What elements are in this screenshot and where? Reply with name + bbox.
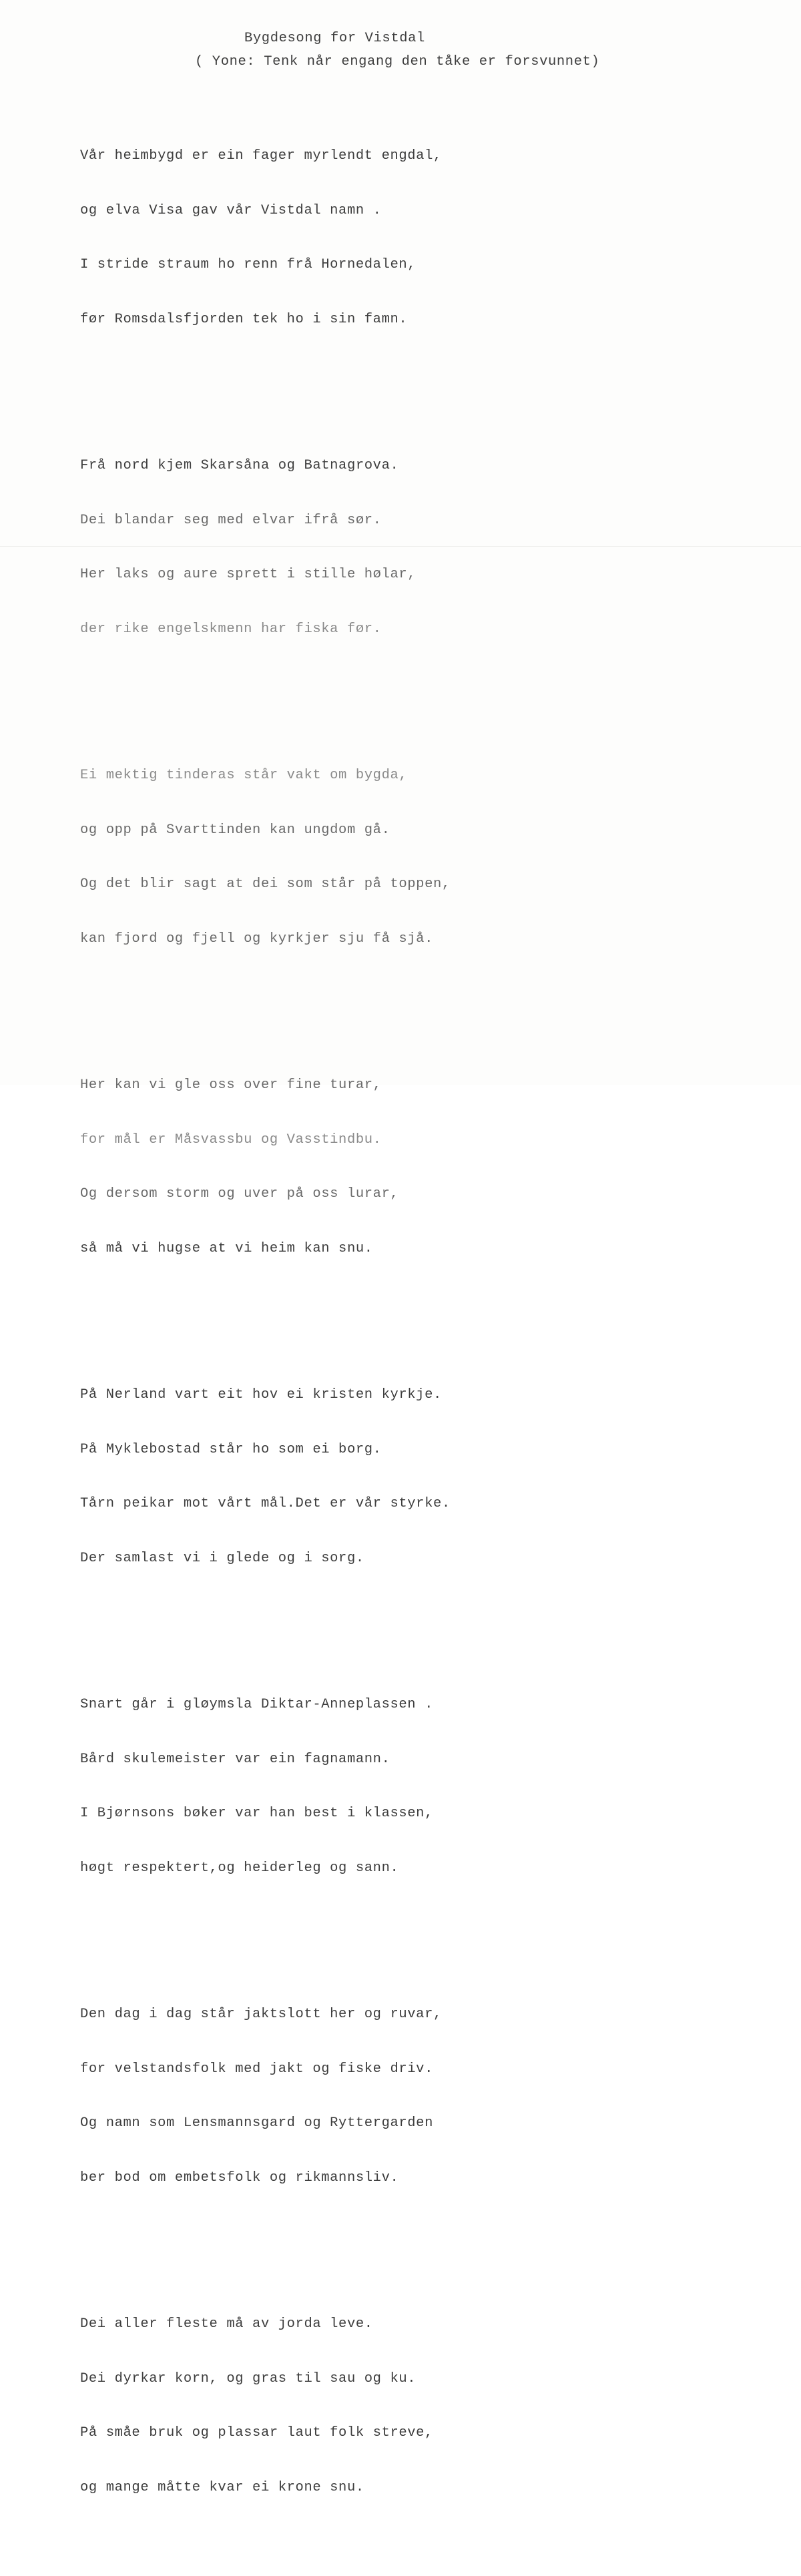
poem-line: høgt respektert,og heiderleg og sann. — [80, 1860, 399, 1876]
poem-line: og mange måtte kvar ei krone snu. — [80, 2479, 364, 2495]
poem-line: før Romsdalsfjorden tek ho i sin famn. — [80, 311, 408, 327]
poem-line: Vår heimbygd er ein fager myrlendt engdal, — [80, 148, 442, 164]
poem-line: På Myklebostad står ho som ei borg. — [80, 1441, 382, 1457]
poem-line: så må vi hugse at vi heim kan snu. — [80, 1240, 373, 1256]
poem-line: Frå nord kjem Skarsåna og Batnagrova. — [80, 458, 399, 473]
poem-line: Der samlast vi i glede og i sorg. — [80, 1550, 364, 1566]
poem-line: Den dag i dag står jaktslott her og ruvar, — [80, 2007, 442, 2022]
poem-line: Dei dyrkar korn, og gras til sau og ku. — [80, 2370, 417, 2386]
poem-line: for velstandsfolk med jakt og fiske driv. — [80, 2061, 433, 2077]
poem-body — [80, 83, 451, 2576]
poem-line: Snart går i gløymsla Diktar-Anneplassen . — [80, 1697, 433, 1712]
stanza-8 — [80, 2282, 451, 2530]
poem-line: Bård skulemeister var ein fagnamann. — [80, 1751, 390, 1767]
poem-line: for mål er Måsvassbu og Vasstindbu. — [80, 1131, 382, 1147]
poem-line: Tårn peikar mot vårt mål.Det er vår styrke. — [80, 1496, 451, 1511]
poem-line: kan fjord og fjell og kyrkjer sju få sjå. — [80, 931, 433, 947]
poem-line: I stride straum ho renn frå Hornedalen, — [80, 257, 417, 272]
poem-line: I Bjørnsons bøker var han best i klassen, — [80, 1806, 433, 1821]
poem-line: På småe bruk og plassar laut folk streve, — [80, 2425, 433, 2440]
poem-line: Her laks og aure sprett i stille hølar, — [80, 567, 417, 582]
poem-line: Og dersom storm og uver på oss lurar, — [80, 1186, 399, 1202]
stanza-5 — [80, 1352, 451, 1601]
poem-line: Ei mektig tinderas står vakt om bygda, — [80, 768, 408, 783]
stanza-1 — [80, 113, 451, 362]
document-title: Bygdesong for Vistdal — [244, 31, 425, 46]
stanza-4 — [80, 1043, 451, 1291]
document-subtitle: ( Yone: Tenk når engang den tåke er forsvunnet) — [195, 54, 600, 69]
poem-line: Dei blandar seg med elvar ifrå sør. — [80, 512, 382, 528]
stanza-7 — [80, 1972, 451, 2220]
poem-line: der rike engelskmenn har fiska før. — [80, 621, 382, 637]
stanza-2 — [80, 423, 451, 672]
poem-line: og opp på Svarttinden kan ungdom gå. — [80, 822, 390, 838]
poem-line: og elva Visa gav vår Vistdal namn . — [80, 202, 382, 218]
poem-line: Dei aller fleste må av jorda leve. — [80, 2316, 373, 2332]
poem-line: Og det blir sagt at dei som står på toppen, — [80, 876, 451, 892]
stanza-6 — [80, 1662, 451, 1910]
poem-line: På Nerland vart eit hov ei kristen kyrkje. — [80, 1387, 442, 1402]
poem-line: ber bod om embetsfolk og rikmannsliv. — [80, 2169, 399, 2185]
stanza-3 — [80, 733, 451, 981]
poem-line: Og namn som Lensmannsgard og Ryttergarden — [80, 2115, 433, 2131]
poem-line: Her kan vi gle oss over fine turar, — [80, 1077, 382, 1093]
